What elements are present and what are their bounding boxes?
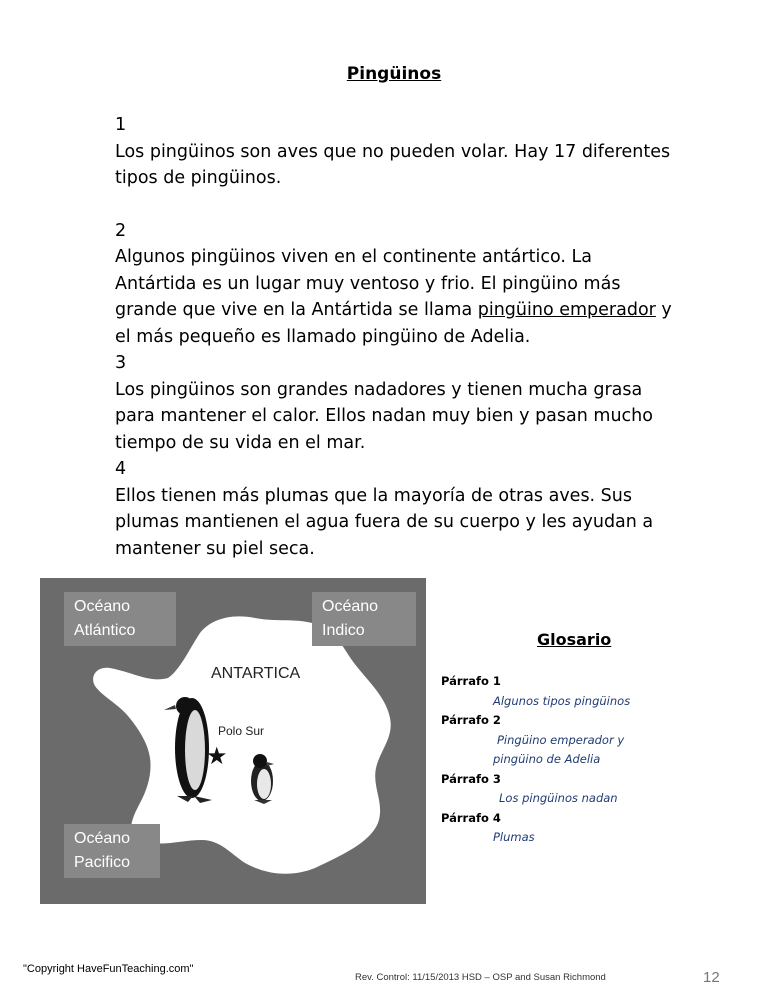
- paragraph-text-part: y el más pequeño es llamado pingüino de Adelia.: [115, 300, 672, 347]
- glossary-term: Algunos tipos pingüinos: [493, 693, 631, 708]
- paragraph-text-part: Algunos pingüinos viven en el continente antártico. La Antártida es un lugar muy ventoso y frio. El pingüino más grande que vive en la Antártida se llama: [115, 247, 621, 320]
- paragraph-text: Ellos tienen más plumas que la mayoría de otras aves. Sus plumas mantienen el agua fuera de su cuerpo y les ayudan a mantener su piel seca.: [115, 485, 654, 559]
- paragraph-text: [115, 244, 675, 350]
- glossary-term: Plumas: [493, 830, 535, 844]
- antarctica-map: [40, 578, 426, 904]
- reading-passage: [115, 112, 675, 562]
- underlined-term: pingüino emperador: [477, 300, 656, 320]
- page-title: Pingüinos: [346, 64, 442, 84]
- glossary-heading: Párrafo 1: [441, 674, 501, 688]
- revision-control: Rev. Control: 11/15/2013 HSD – OSP and Susan Richmond: [355, 972, 606, 983]
- south-pole-label: Polo Sur: [218, 724, 265, 738]
- copyright-notice: "Copyright HaveFunTeaching.com": [23, 963, 194, 975]
- glossary-heading: Párrafo 2: [441, 713, 501, 727]
- ocean-label-indian: Océano Indico: [312, 592, 416, 646]
- continent-label: ANTARTICA: [211, 665, 301, 682]
- paragraph-number: 3: [115, 353, 127, 373]
- paragraph-number: 1: [115, 115, 127, 135]
- glossary-term: pingüino de Adelia: [493, 752, 601, 766]
- paragraph-text: Los pingüinos son grandes nadadores y tienen mucha grasa para mantener el calor. Ellos nadan muy bien y pasan mucho tiempo de su vida en el mar.: [115, 379, 653, 453]
- ocean-label-pacific: Océano Pacifico: [64, 824, 160, 878]
- glossary-heading: Párrafo 3: [441, 771, 501, 786]
- glossary-list: [441, 672, 671, 848]
- ocean-label-atlantic: Océano Atlántico: [64, 592, 176, 646]
- glossary-heading: Párrafo 4: [441, 810, 501, 825]
- star-icon: ★: [206, 742, 228, 770]
- paragraph-text: Los pingüinos son aves que no pueden volar. Hay 17 diferentes tipos de pingüinos.: [115, 141, 671, 188]
- glossary-title: Glosario: [537, 630, 612, 649]
- page-number: 12: [703, 969, 720, 986]
- paragraph-number: 4: [115, 459, 127, 479]
- paragraph-number: 2: [115, 220, 127, 241]
- glossary-term: Los pingüinos nadan: [499, 791, 618, 805]
- glossary-term: Pingüino emperador y: [497, 732, 625, 747]
